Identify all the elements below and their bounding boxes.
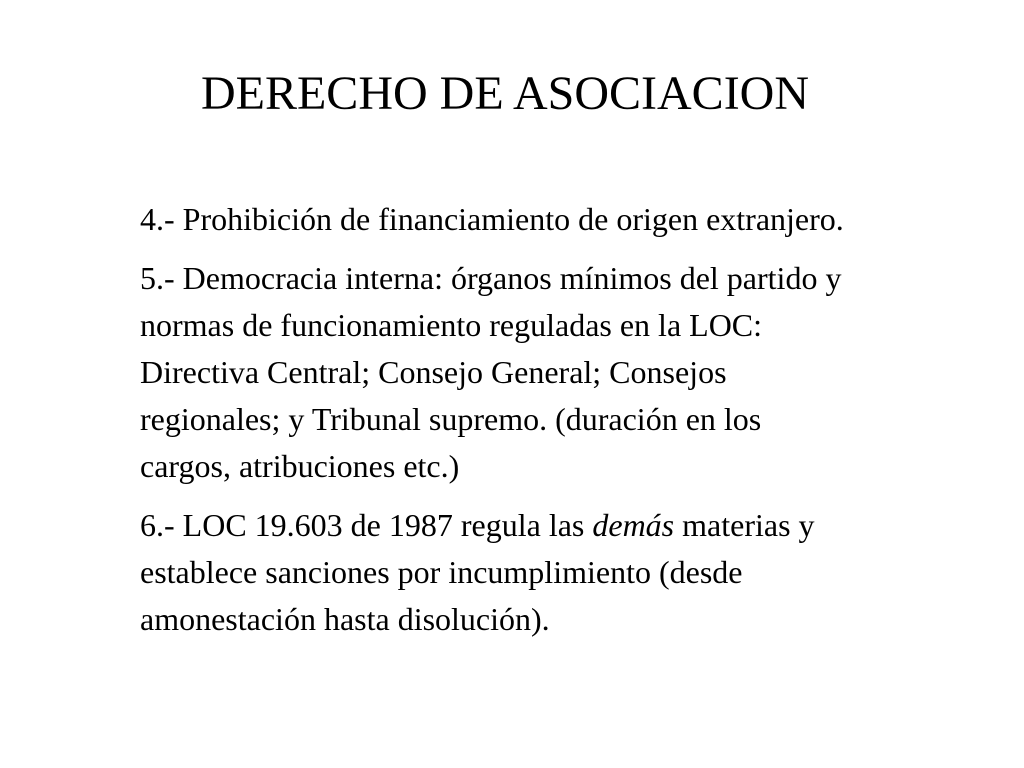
paragraph-6 xyxy=(140,502,860,643)
paragraph-6-emphasis: demás xyxy=(592,507,675,543)
paragraph-5: 5.- Democracia interna: órganos mínimos del partido y normas de funcionamiento reguladas en la LOC: Directiva Central; Consejo General; Consejos regionales; y Tribunal supremo. (duración en los cargos, atribuciones etc.) xyxy=(140,260,842,484)
slide-body xyxy=(140,196,860,655)
paragraph-6-text-after: materias y establece sanciones por incumplimiento (desde amonestación hasta disolución). xyxy=(140,507,815,637)
slide-title: DERECHO DE ASOCIACION xyxy=(200,67,809,120)
paragraph-6-text-before: 6.- LOC 19.603 de 1987 regula las xyxy=(140,507,593,543)
paragraph-4: 4.- Prohibición de financiamiento de origen extranjero. xyxy=(140,201,844,237)
